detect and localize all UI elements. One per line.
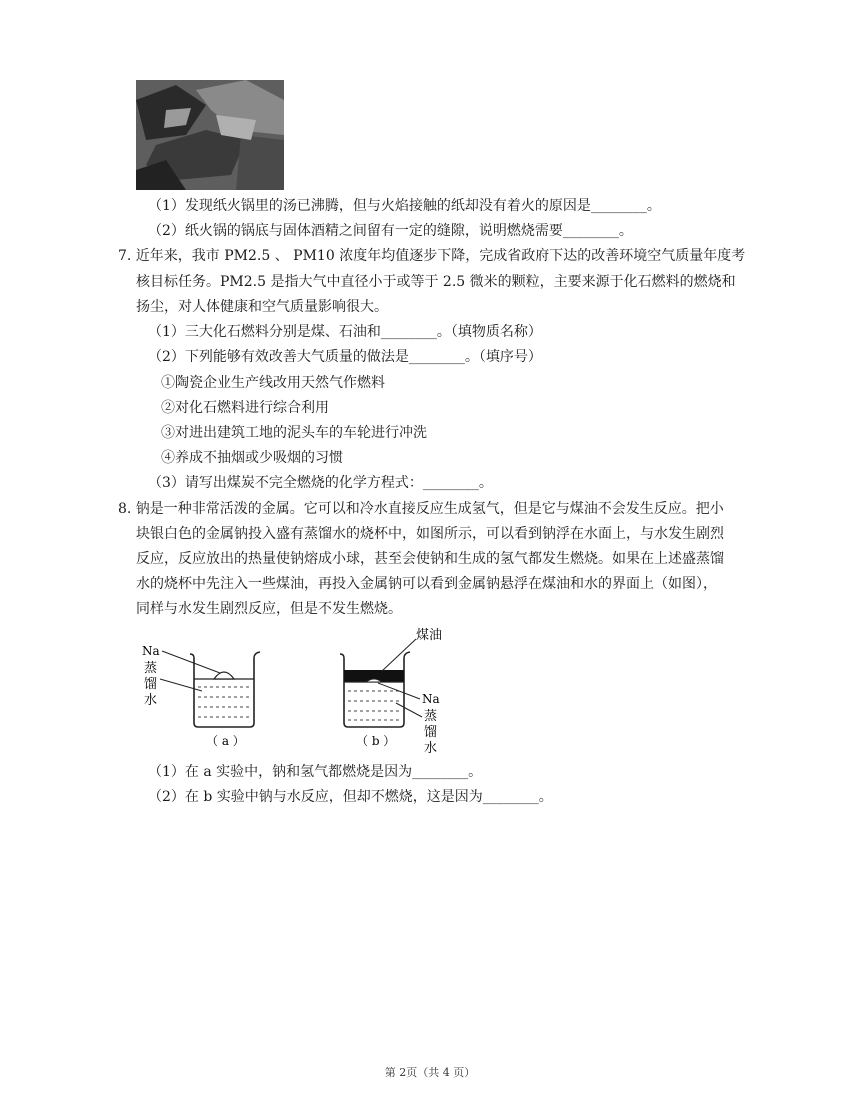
label-b-water-3: 水 — [424, 741, 438, 756]
q7-stem-line1: 7. 近年来，我市 PM2.5 、 PM10 浓度年均值逐步下降，完成省政府下达的改善环境空气质量年度考 — [118, 248, 746, 264]
q7-sub1: （1）三大化石燃料分别是煤、石油和________。（填物质名称） — [148, 324, 542, 340]
caption-a: （ a ） — [206, 734, 245, 748]
caption-b: （ b ） — [356, 734, 396, 748]
q8-sub1: （1）在 a 实验中，钠和氢气都燃烧是因为________。 — [148, 764, 483, 780]
q7-option-3: ③对进出建筑工地的泥头车的车轮进行冲洗 — [161, 425, 427, 441]
label-a-water-2: 馏 — [144, 677, 158, 692]
q7-option-1: ①陶瓷企业生产线改用天然气作燃料 — [161, 375, 385, 391]
q7-stem-line3: 扬尘，对人体健康和空气质量影响很大。 — [136, 299, 388, 315]
q6-sub1: （1）发现纸火锅里的汤已沸腾，但与火焰接触的纸却没有着火的原因是________。 — [148, 198, 661, 214]
page-footer: 第 2页（共 4 页） — [384, 1066, 476, 1079]
q8-stem-line2: 块银白色的金属钠投入盛有蒸馏水的烧杯中，如图所示，可以看到钠浮在水面上，与水发生剧烈 — [136, 526, 724, 542]
q8-stem-line4: 水的烧杯中先注入一些煤油，再投入金属钠可以看到金属钠悬浮在煤油和水的界面上（如图）， — [136, 576, 717, 592]
label-b-water-2: 馏 — [424, 725, 438, 740]
label-a-water-3: 水 — [144, 693, 158, 708]
q7-stem-line2: 核目标任务。PM2.5 是指大气中直径小于或等于 2.5 微米的颗粒，主要来源于化石燃料的燃烧和 — [136, 274, 736, 290]
paper-hotpot-photo — [136, 80, 284, 190]
beaker-b — [340, 627, 442, 756]
label-b-water-1: 蒸 — [424, 709, 438, 724]
beaker-a — [142, 644, 260, 748]
q7-sub2: （2）下列能够有效改善大气质量的做法是________。（填序号） — [148, 349, 542, 365]
q7-option-4: ④养成不抽烟或少吸烟的习惯 — [161, 450, 343, 466]
q8-sub2: （2）在 b 实验中钠与水反应，但却不燃烧，这是因为________。 — [148, 789, 553, 805]
q8-stem-line1: 8. 钠是一种非常活泼的金属。它可以和冷水直接反应生成氢气，但是它与煤油不会发生反应。把小 — [118, 501, 724, 517]
label-a-water-1: 蒸 — [144, 661, 158, 676]
q7-sub3: （3）请写出煤炭不完全燃烧的化学方程式：________。 — [148, 475, 493, 491]
label-b-kerosene: 煤油 — [416, 628, 443, 643]
beaker-figure — [134, 625, 454, 757]
q8-stem-line5: 同样与水发生剧烈反应，但是不发生燃烧。 — [136, 601, 402, 617]
label-b-na: Na — [422, 692, 440, 706]
q7-option-2: ②对化石燃料进行综合利用 — [161, 400, 329, 416]
q6-sub2: （2）纸火锅的锅底与固体酒精之间留有一定的缝隙，说明燃烧需要________。 — [148, 223, 633, 239]
q8-stem-line3: 反应，反应放出的热量使钠熔成小球，甚至会使钠和生成的氢气都发生燃烧。如果在上述盛蒸馏 — [136, 551, 724, 567]
label-a-na: Na — [142, 644, 160, 658]
